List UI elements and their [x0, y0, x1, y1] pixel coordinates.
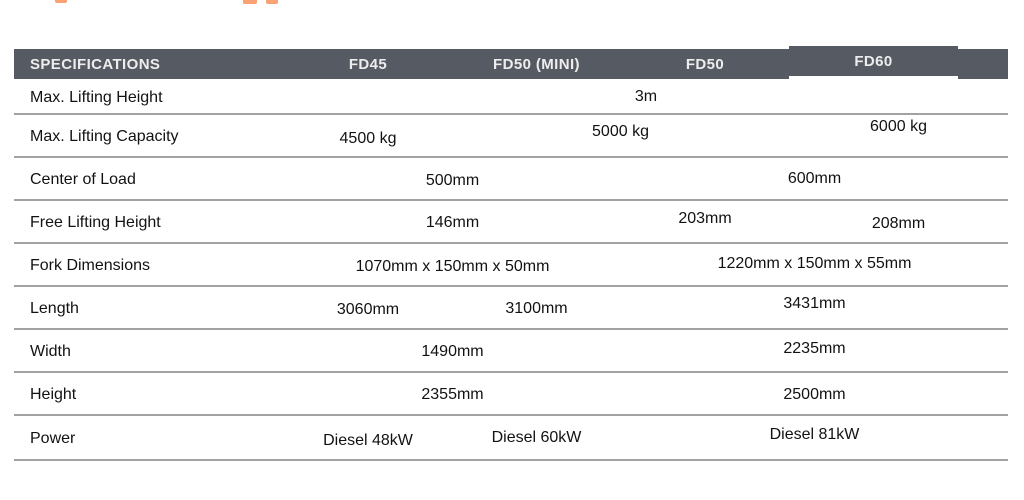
- table-row: [14, 243, 1008, 286]
- spec-value-text: 146mm: [425, 213, 480, 231]
- cutoff-title-fragment: [243, 0, 257, 4]
- spec-value-cell: [284, 286, 452, 329]
- spec-row-label: Power: [14, 415, 284, 460]
- spec-row-label: Max. Lifting Height: [14, 79, 284, 114]
- column-header-specifications: SPECIFICATIONS: [14, 49, 284, 79]
- column-header-fd50-mini: FD50 (MINI): [452, 49, 621, 79]
- spec-value-text: 3060mm: [336, 300, 400, 318]
- spec-value-cell: [621, 157, 1008, 200]
- spec-value-cell: [621, 329, 1008, 372]
- spec-row-label: Free Lifting Height: [14, 200, 284, 243]
- cutoff-title-fragments: [0, 0, 1024, 6]
- spec-value-text: 4500 kg: [339, 129, 397, 147]
- spec-row-label: Center of Load: [14, 157, 284, 200]
- table-row: [14, 157, 1008, 200]
- header-filler: [958, 49, 1008, 79]
- spec-value-cell: [284, 372, 621, 415]
- spec-value-text: 3431mm: [783, 294, 846, 312]
- spec-value-text: 2235mm: [783, 339, 846, 357]
- spec-value-text: 5000 kg: [592, 122, 649, 140]
- spec-value-cell: [284, 157, 621, 200]
- spec-value-text: 600mm: [787, 169, 842, 187]
- spec-value-cell: [621, 372, 1008, 415]
- spec-value-cell: [284, 200, 621, 243]
- table-row: [14, 372, 1008, 415]
- spec-value-text: Diesel 60kW: [491, 428, 582, 446]
- spec-value-text: 1220mm x 150mm x 55mm: [717, 254, 912, 272]
- table-row: [14, 79, 1008, 114]
- spec-value-text: 208mm: [871, 214, 926, 232]
- spec-value-text: 3m: [634, 88, 658, 105]
- spec-value-cell: [452, 415, 621, 460]
- spec-value-cell: [452, 114, 789, 157]
- spec-value-text: Diesel 81kW: [769, 425, 860, 443]
- spec-value-cell: [789, 114, 1008, 157]
- spec-value-text: 1070mm x 150mm x 50mm: [355, 257, 550, 275]
- spec-value-text: 6000 kg: [870, 117, 927, 135]
- spec-value-text: 500mm: [425, 171, 480, 189]
- spec-row-label: Fork Dimensions: [14, 243, 284, 286]
- spec-value-text: Diesel 48kW: [323, 431, 413, 449]
- spec-value-text: 2500mm: [783, 385, 846, 403]
- spec-value-cell: [284, 79, 1008, 114]
- spec-value-cell: [284, 114, 452, 157]
- spec-row-label: Height: [14, 372, 284, 415]
- spec-table: [14, 49, 1008, 461]
- table-header-row: [14, 49, 1008, 79]
- spec-value-text: 2355mm: [421, 385, 484, 403]
- table-row: [14, 200, 1008, 243]
- column-header-fd60: FD60: [789, 46, 958, 76]
- spec-value-text: 1490mm: [421, 342, 484, 360]
- table-row: [14, 114, 1008, 157]
- spec-value-cell: [284, 243, 621, 286]
- column-header-fd45: FD45: [284, 49, 452, 79]
- spec-value-text: 203mm: [678, 209, 732, 227]
- spec-table-container: [14, 49, 1008, 461]
- spec-value-cell: [621, 243, 1008, 286]
- spec-value-cell: [789, 200, 1008, 243]
- spec-row-label: Length: [14, 286, 284, 329]
- cutoff-title-fragment: [266, 0, 278, 4]
- spec-table-body: [14, 79, 1008, 460]
- cutoff-title-fragment: [55, 0, 67, 3]
- spec-row-label: Max. Lifting Capacity: [14, 114, 284, 157]
- table-row: [14, 329, 1008, 372]
- spec-value-cell: [621, 286, 1008, 329]
- spec-value-cell: [621, 415, 1008, 460]
- spec-value-cell: [284, 415, 452, 460]
- column-header-fd50: FD50: [621, 49, 789, 79]
- table-row: [14, 286, 1008, 329]
- spec-value-cell: [452, 286, 621, 329]
- spec-value-cell: [621, 200, 789, 243]
- spec-value-text: 3100mm: [505, 299, 568, 317]
- spec-value-cell: [284, 329, 621, 372]
- spec-row-label: Width: [14, 329, 284, 372]
- table-row: [14, 415, 1008, 460]
